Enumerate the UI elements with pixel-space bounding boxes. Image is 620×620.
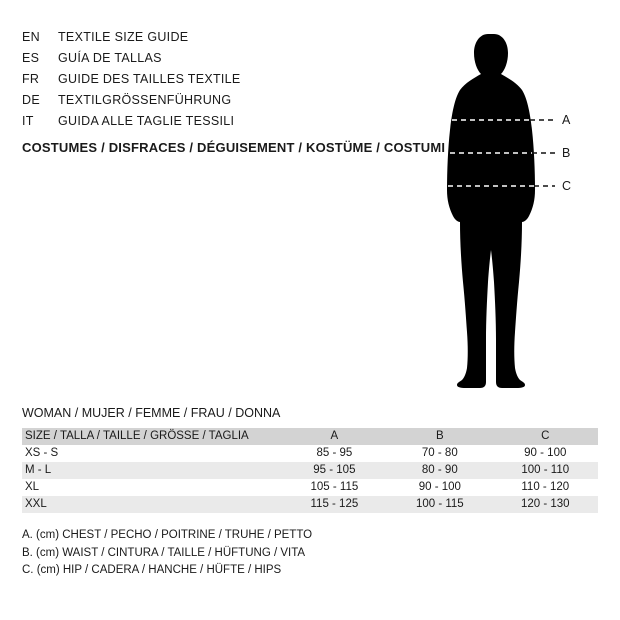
cell-c: 90 - 100	[524, 447, 567, 459]
cell-c: 120 - 130	[520, 498, 570, 510]
language-code: IT	[22, 114, 34, 128]
female-silhouette-icon	[410, 20, 610, 400]
cell-a: 115 - 125	[310, 498, 359, 510]
cell-size: XS - S	[25, 447, 59, 459]
cell-b: 80 - 90	[421, 464, 458, 476]
table-row	[22, 496, 598, 513]
table-header-row	[22, 428, 598, 445]
language-title: GUIDE DES TAILLES TEXTILE	[58, 72, 241, 86]
size-table	[22, 428, 598, 513]
language-code: FR	[22, 72, 40, 86]
cell-size: XXL	[25, 498, 47, 510]
cell-b: 100 - 115	[415, 498, 464, 510]
language-row	[22, 30, 422, 51]
marker-label-c: C	[562, 179, 572, 193]
cell-b: 70 - 80	[421, 447, 458, 459]
cell-size: XL	[25, 481, 40, 493]
figure-illustration	[410, 20, 610, 400]
language-title: GUIDA ALLE TAGLIE TESSILI	[58, 114, 235, 128]
table-row	[22, 479, 598, 496]
table-row	[22, 462, 598, 479]
marker-label-a: A	[562, 113, 571, 127]
costumes-subtitle: COSTUMES / DISFRACES / DÉGUISEMENT / KOSTÜME / COSTUMI	[22, 140, 446, 155]
language-row	[22, 114, 422, 135]
column-header-c: C	[541, 430, 550, 442]
marker-label-b: B	[562, 146, 571, 160]
note-b: B. (cm) WAIST / CINTURA / TAILLE / HÜFTUNG / VITA	[22, 546, 306, 559]
cell-size: M - L	[25, 464, 52, 476]
cell-a: 85 - 95	[316, 447, 353, 459]
column-header-size: SIZE / TALLA / TAILLE / GRÖSSE / TAGLIA	[25, 430, 249, 442]
language-row	[22, 93, 422, 114]
language-row	[22, 72, 422, 93]
cell-b: 90 - 100	[418, 481, 461, 493]
cell-a: 95 - 105	[313, 464, 356, 476]
language-code: EN	[22, 30, 40, 44]
language-title: TEXTILE SIZE GUIDE	[58, 30, 189, 44]
cell-a: 105 - 115	[310, 481, 359, 493]
table-title: WOMAN / MUJER / FEMME / FRAU / DONNA	[22, 406, 281, 420]
language-row	[22, 51, 422, 72]
cell-c: 100 - 110	[521, 464, 570, 476]
column-header-a: A	[330, 430, 339, 442]
measurement-notes	[22, 527, 312, 580]
cell-c: 110 - 120	[521, 481, 570, 493]
language-title: GUÍA DE TALLAS	[58, 51, 162, 65]
language-code: DE	[22, 93, 40, 107]
language-code: ES	[22, 51, 40, 65]
language-title: TEXTILGRÖSSENFÜHRUNG	[58, 93, 232, 107]
note-c: C. (cm) HIP / CADERA / HANCHE / HÜFTE / HIPS	[22, 564, 282, 576]
note-a: A. (cm) CHEST / PECHO / POITRINE / TRUHE / PETTO	[22, 529, 313, 541]
language-list	[22, 30, 422, 135]
column-header-b: B	[435, 430, 444, 442]
table-row	[22, 445, 598, 462]
